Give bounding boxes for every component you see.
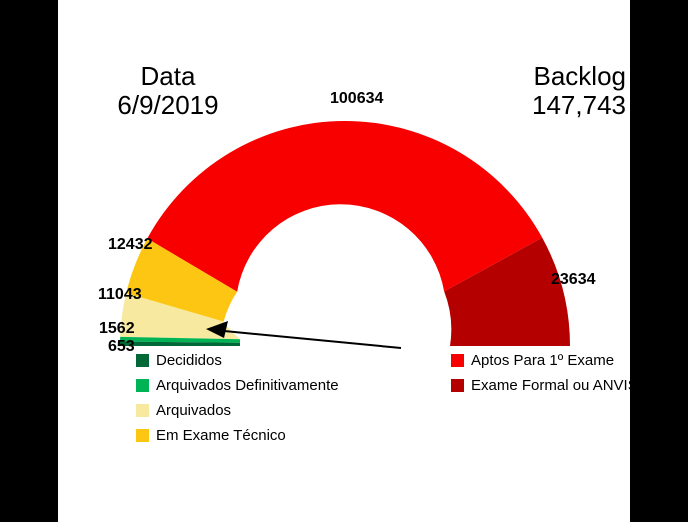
legend-item-exame-formal[interactable]: [451, 373, 648, 398]
legend-label-arquivados: Arquivados: [156, 402, 232, 419]
callout-em-exame: 12432: [108, 236, 153, 253]
callout-arquivados: 11043: [98, 286, 142, 303]
legend-swatch-arquivados-definitivamente: [136, 379, 149, 392]
date-title: Data: [140, 61, 196, 91]
date-value: 6/9/2019: [117, 90, 219, 121]
callout-arquivados-definitivamente: 1562: [99, 320, 135, 337]
callout-formal: 23634: [551, 271, 596, 288]
legend-item-decididos[interactable]: [136, 348, 339, 373]
backlog-value: 147,743: [532, 90, 626, 121]
legend-label-aptos: Aptos Para 1º Exame: [471, 352, 615, 369]
legend-label-em-exame-tecnico: Em Exame Técnico: [156, 427, 286, 444]
chart-canvas: [58, 0, 648, 522]
legend-swatch-exame-formal: [451, 379, 464, 392]
legend-item-arquivados[interactable]: [136, 398, 339, 423]
legend-swatch-aptos: [451, 354, 464, 367]
legend-label-arquivados-definitivamente: Arquivados Definitivamente: [156, 377, 339, 394]
slice-aptos: [147, 121, 542, 292]
half-donut-chart: [110, 110, 580, 350]
callout-decididos: 653: [108, 338, 135, 355]
legend-swatch-decididos: [136, 354, 149, 367]
legend: [136, 348, 648, 448]
callout-aptos: 100634: [330, 90, 384, 107]
legend-column-left: [136, 348, 339, 448]
legend-label-decididos: Decididos: [156, 352, 222, 369]
legend-column-right: [451, 348, 648, 398]
backlog-title: Backlog: [533, 61, 626, 91]
donut-svg: [110, 110, 580, 350]
legend-swatch-em-exame-tecnico: [136, 429, 149, 442]
legend-item-arquivados-definitivamente[interactable]: [136, 373, 339, 398]
legend-item-aptos[interactable]: [451, 348, 648, 373]
legend-item-em-exame-tecnico[interactable]: [136, 423, 339, 448]
legend-label-exame-formal: Exame Formal ou ANVISA: [471, 377, 648, 394]
legend-swatch-arquivados: [136, 404, 149, 417]
